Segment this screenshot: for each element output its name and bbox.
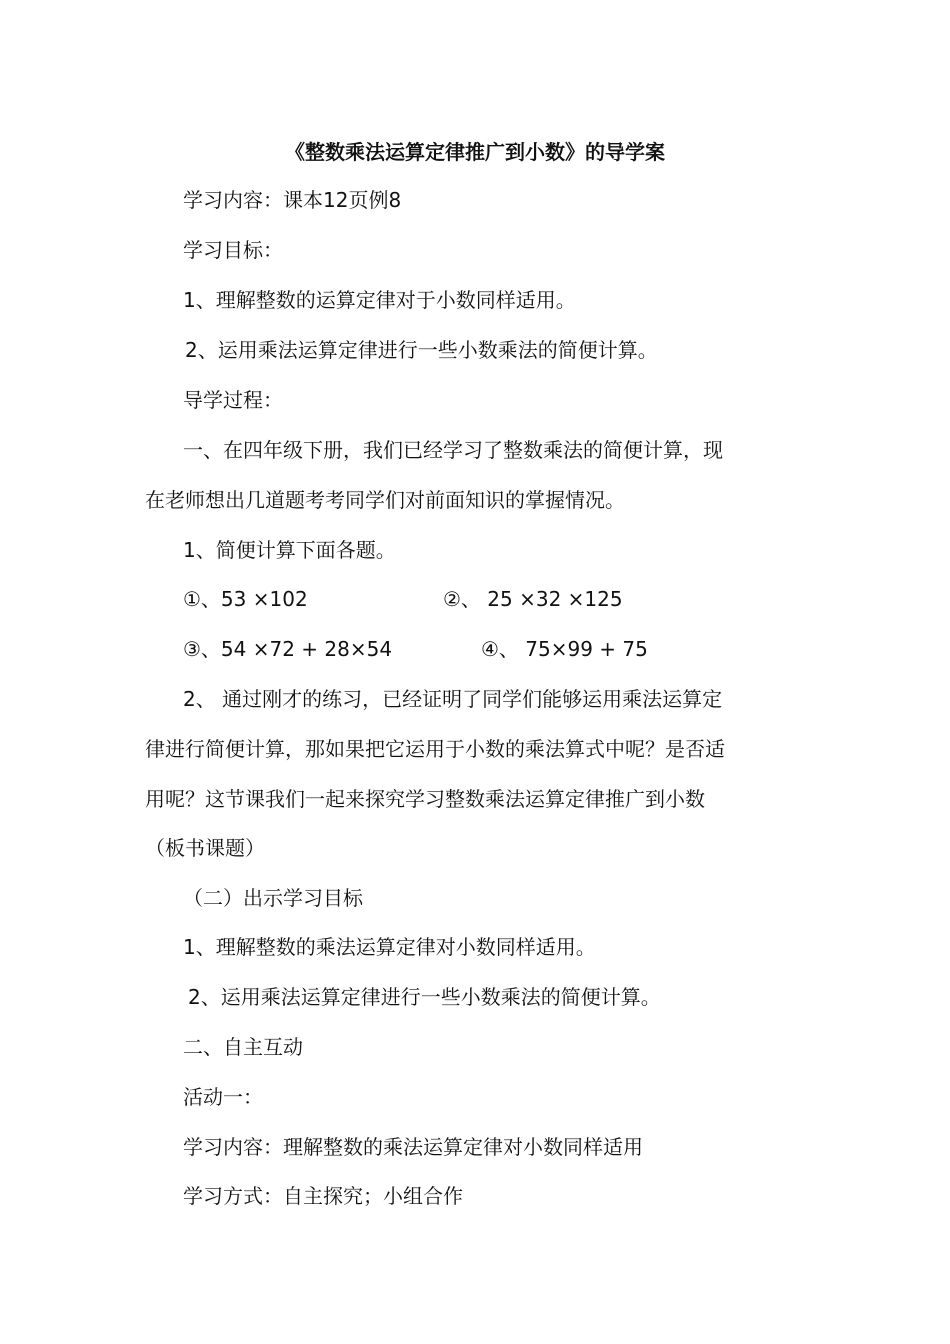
exercise-1: ①、53 ×102 — [183, 587, 308, 611]
goal-1-line: 1、理解整数的运算定律对于小数同样适用。 — [183, 288, 576, 312]
question-2-line-c: 用呢？这节课我们一起来探究学习整数乘法运算定律推广到小数 — [145, 787, 705, 811]
document-title: 《整数乘法运算定律推广到小数》的导学案 — [285, 140, 665, 164]
question-2-line-d: （板书课题） — [145, 836, 265, 860]
goal-1b-line: 1、理解整数的乘法运算定律对小数同样适用。 — [183, 935, 596, 959]
goal-2-line: 2、运用乘法运算定律进行一些小数乘法的简便计算。 — [185, 338, 658, 362]
part1-line-b: 在老师想出几道题考考同学们对前面知识的掌握情况。 — [145, 488, 625, 512]
process-heading: 导学过程： — [183, 388, 283, 412]
exercise-2: ②、 25 ×32 ×125 — [443, 587, 623, 611]
goal-2b-line: 2、运用乘法运算定律进行一些小数乘法的简便计算。 — [188, 985, 661, 1009]
exercise-3: ③、54 ×72 + 28×54 — [183, 637, 393, 661]
activity-content-line: 学习内容：理解整数的乘法运算定律对小数同样适用 — [183, 1135, 643, 1159]
activity-1-heading: 活动一： — [183, 1085, 263, 1109]
activity-method-line: 学习方式：自主探究；小组合作 — [183, 1184, 463, 1208]
learning-content-line: 学习内容：课本12页例8 — [183, 188, 402, 212]
learning-goals-heading: 学习目标： — [183, 238, 283, 262]
question-1-heading: 1、简便计算下面各题。 — [183, 538, 396, 562]
show-goals-heading: （二）出示学习目标 — [183, 886, 363, 910]
part2-heading: 二、自主互动 — [183, 1035, 303, 1059]
question-2-line-a: 2、 通过刚才的练习，已经证明了同学们能够运用乘法运算定 — [183, 687, 723, 711]
question-2-line-b: 律进行简便计算，那如果把它运用于小数的乘法算式中呢？是否适 — [145, 737, 725, 761]
part1-line-a: 一、在四年级下册，我们已经学习了整数乘法的简便计算，现 — [183, 438, 723, 462]
exercise-4: ④、 75×99 + 75 — [481, 637, 648, 661]
